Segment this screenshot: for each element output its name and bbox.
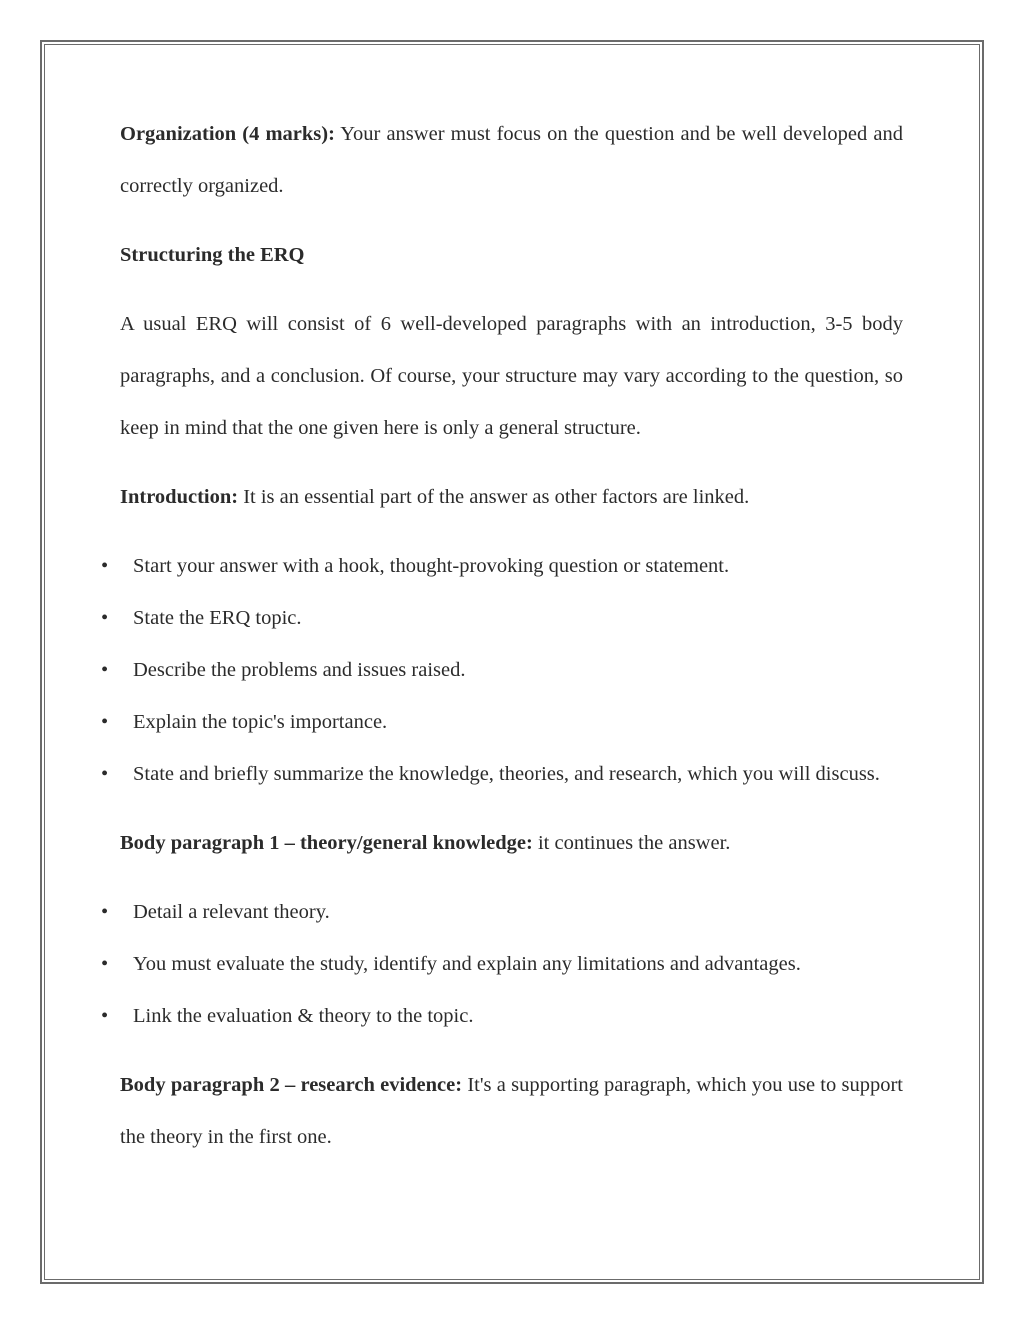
introduction-text: It is an essential part of the answer as other factors are linked. [238, 486, 750, 508]
body1-bullet-list [101, 886, 903, 1042]
body2-text: It's a supporting paragraph, which you use to support the theory in the first one. [120, 1074, 904, 1148]
bullet-icon: • [101, 953, 109, 975]
organization-paragraph [120, 108, 903, 212]
bullet-icon: • [101, 711, 109, 733]
list-item: • You must evaluate the study, identify and explain any limitations and advantages. [133, 938, 903, 990]
list-item: • State the ERQ topic. [133, 592, 903, 644]
bullet-icon: • [101, 901, 109, 923]
bullet-icon: • [101, 1005, 109, 1027]
list-item: • Detail a relevant theory. [133, 886, 903, 938]
list-item: • Link the evaluation & theory to the topic. [133, 990, 903, 1042]
list-item: • Describe the problems and issues raised. [133, 644, 903, 696]
document-content [101, 108, 904, 1163]
bullet-icon: • [101, 659, 109, 681]
body2-label: Body paragraph 2 – research evidence: [120, 1074, 463, 1096]
structuring-heading: Structuring the ERQ [120, 244, 305, 266]
body-paragraph-1 [120, 817, 903, 869]
bullet-icon: • [101, 607, 109, 629]
body1-label: Body paragraph 1 – theory/general knowledge: [120, 832, 533, 854]
list-item: • Start your answer with a hook, thought-provoking question or statement. [133, 540, 903, 592]
bullet-icon: • [101, 763, 109, 785]
bullet-icon: • [101, 555, 109, 577]
introduction-label: Introduction: [120, 486, 239, 508]
introduction-bullet-list [101, 540, 903, 800]
organization-label: Organization (4 marks): [120, 123, 335, 145]
body-paragraph-2 [120, 1059, 903, 1163]
organization-text: Your answer must focus on the question and be well developed and correctly organized. [120, 123, 903, 197]
introduction-paragraph [120, 471, 903, 523]
body1-text: it continues the answer. [532, 832, 731, 854]
list-item: • State and briefly summarize the knowledge, theories, and research, which you will discuss. [133, 748, 903, 800]
list-item: • Explain the topic's importance. [133, 696, 903, 748]
structuring-paragraph: A usual ERQ will consist of 6 well-developed paragraphs with an introduction, 3-5 body paragraphs, and a conclusion. Of course, your structure may vary according to the question, so keep in mind that the one given here is only a general structure. [120, 313, 903, 439]
